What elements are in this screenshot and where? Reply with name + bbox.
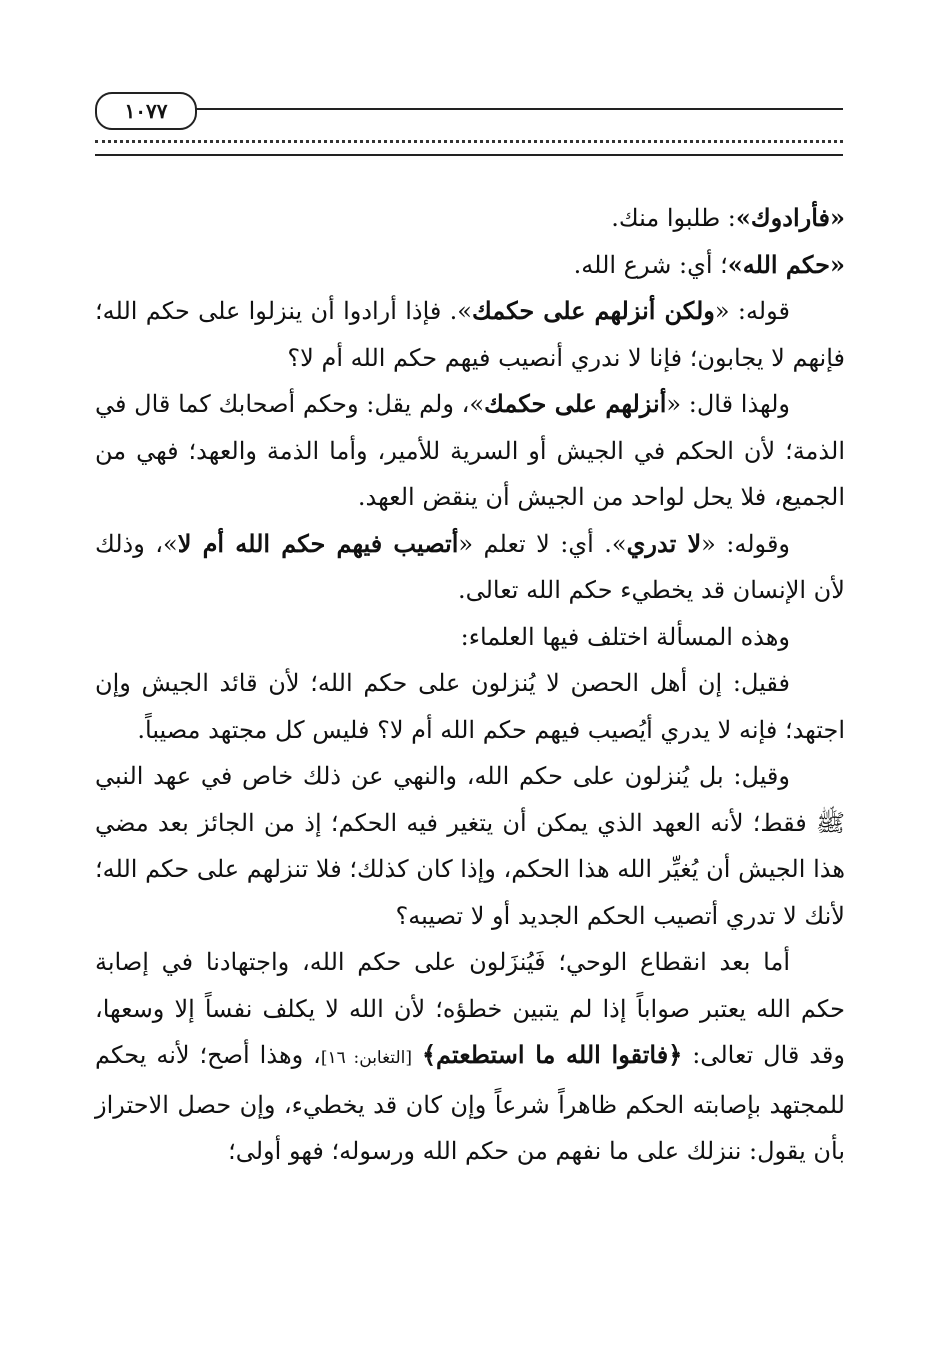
- text-segment: وقيل: بل يُنزلون على حكم الله، والنهي عن ذلك خاص في عهد النبي ﷺ فقط؛ لأنه العهد الذي يمكن أن يتغير فيه الحكم؛ إذ من الجائز بعد مضي هذا الجيش أن يُغيِّر الله هذا الحكم، وإذا كان كذلك؛ فلا تنزلهم على حكم الله؛ لأنك لا تدري أتصيب الحكم الجديد أو لا تصيبه؟: [95, 762, 845, 930]
- header-divider: [95, 154, 843, 156]
- page-header: [95, 92, 843, 152]
- text-segment: »، ولم يقل: وحكم أصحابك كما قال في الذمة؛ لأن الحكم في الجيش أو السرية للأمير، وأما الذمة والعهد؛ فهي من الجميع، فلا يحل لواحد من الجيش أن ينقض العهد.: [95, 390, 845, 511]
- paragraph: [95, 381, 845, 521]
- bold-text: أنزلهم على حكمك: [484, 389, 667, 418]
- text-segment: ؛ أي: شرع الله.: [573, 250, 728, 279]
- dotted-divider: [95, 140, 843, 143]
- text-segment: ولهذا قال: «: [666, 390, 791, 418]
- paragraph: [95, 939, 845, 1175]
- page-number: ١٠٧٧: [95, 92, 197, 130]
- text-segment: : طلبوا منك.: [611, 204, 736, 232]
- text-segment: ». أي: لا تعلم «: [458, 529, 627, 558]
- paragraph: [95, 521, 845, 614]
- paragraph: [95, 242, 845, 289]
- text-segment: [التغابن: ١٦]: [320, 1048, 412, 1068]
- paragraph: [95, 614, 845, 661]
- bold-text: لا تدري: [626, 528, 702, 558]
- text-segment: قوله: «: [714, 297, 790, 325]
- header-rule: [190, 108, 843, 110]
- text-segment: وهذه المسألة اختلف فيها العلماء:: [460, 622, 790, 651]
- paragraph: [95, 660, 845, 753]
- bold-text: «فأرادوك»: [735, 203, 845, 232]
- bold-text: ولكن أنزلهم على حكمك: [471, 296, 715, 325]
- paragraph: [95, 195, 845, 242]
- text-segment: [412, 1041, 422, 1069]
- text-segment: فقيل: إن أهل الحصن لا يُنزلون على حكم الله؛ لأن قائد الجيش وإن اجتهد؛ فإنه لا يدري أيُصيب فيهم حكم الله أم لا؟ فليس كل مجتهد مصيباً.: [95, 669, 845, 744]
- bold-text: ﴿فاتقوا الله ما استطعتم﴾: [421, 1040, 683, 1069]
- paragraph: [95, 753, 845, 939]
- bold-text: «حكم الله»: [727, 249, 845, 279]
- text-segment: ، وهذا أصح؛ لأنه يحكم للمجتهد بإصابته الحكم ظاهراً شرعاً وإن كان قد يخطيء، وإن حصل الاحتراز بأن يقول: ننزلك على ما نفهم من حكم الله ورسوله؛ فهو أولى؛: [95, 1041, 845, 1165]
- paragraph: [95, 288, 845, 381]
- bold-text: أتصيب فيهم حكم الله أم لا: [177, 528, 459, 558]
- text-segment: ». فإذا أرادوا أن ينزلوا على حكم الله؛ فإنهم لا يجابون؛ فإنا لا ندري أنصيب فيهم حكم الله أم لا؟: [95, 297, 845, 372]
- page-body: [95, 195, 845, 1175]
- text-segment: أما بعد انقطاع الوحي؛ فَيُنزَلون على حكم الله، واجتهادنا في إصابة حكم الله يعتبر صواباً إذا لم يتبين خطؤه؛ لأن الله لا يكلف نفساً إلا وسعها، وقد قال تعالى:: [95, 948, 845, 1069]
- text-segment: وقوله: «: [701, 529, 791, 558]
- text-segment: »، وذلك لأن الإنسان قد يخطيء حكم الله تعالى.: [95, 529, 845, 604]
